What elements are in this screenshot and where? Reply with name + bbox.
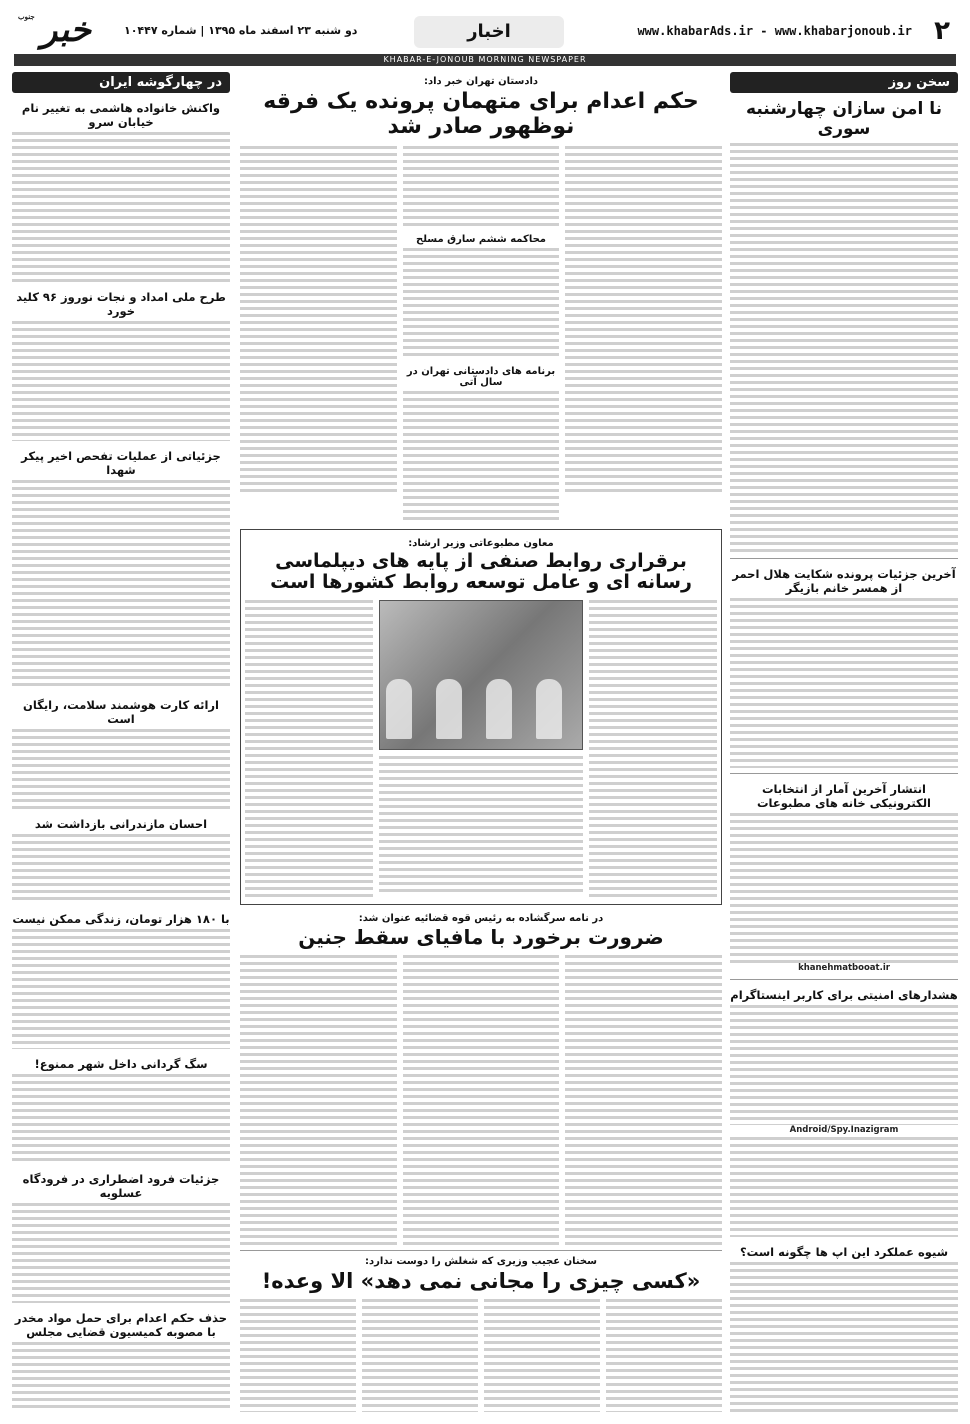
middle-column <box>240 72 722 1412</box>
page-number: ۲ <box>934 16 950 46</box>
news-headline: سگ گردانی داخل شهر ممنوع! <box>34 1057 208 1071</box>
news-body <box>12 834 230 904</box>
meeting-photo <box>379 600 583 750</box>
editorial-body <box>730 143 958 553</box>
top-headline: حکم اعدام برای متهمان پرونده یک فرقه نوظهور صادر شد <box>263 89 699 140</box>
court-body <box>565 955 722 1245</box>
story-link: khanehmatbooat.ir <box>798 963 890 973</box>
news-headline: واکنش خانواده هاشمی به تغییر نام خیابان سرو <box>21 101 221 129</box>
story-note: Android/Spy.Inazigram <box>789 1125 899 1136</box>
top-story-body <box>240 146 397 496</box>
provinces-box-title: در چهارگوشه ایران <box>12 72 230 93</box>
logo-sub: جنوب <box>18 12 35 21</box>
bottom-body <box>606 1299 722 1412</box>
story-body <box>730 598 958 768</box>
court-kicker: در نامه سرگشاده به رئیس قوه قضائیه عنوان شد: <box>358 913 604 925</box>
word-of-day-box-title: سخن روز <box>730 72 958 93</box>
news-headline: حذف حکم اعدام برای حمل مواد مخدر با مصوبه کمیسیون قضایی مجلس <box>14 1311 228 1339</box>
story-subhead: شیوه عملکرد این اپ ها چگونه است؟ <box>740 1244 948 1259</box>
story-body <box>730 1262 958 1412</box>
box-headline: برقراری روابط صنفی از پایه های دیپلماسی رسانه ای و عامل توسعه روابط کشورها است <box>270 549 692 594</box>
top-story-body <box>403 391 560 521</box>
news-headline: با ۱۸۰ هزار تومان، زندگی ممکن نیست <box>12 912 230 926</box>
top-story-body <box>403 248 560 358</box>
news-headline: طرح ملی امداد و نجات نوروز ۹۶ کلید خورد <box>16 290 226 318</box>
news-body <box>12 480 230 690</box>
bottom-kicker: سخنان عجیب وزیری که شغلش را دوست ندارد: <box>365 1256 597 1268</box>
story-body <box>730 813 958 963</box>
news-body <box>12 1342 230 1412</box>
news-body <box>12 132 230 282</box>
news-body <box>12 321 230 441</box>
bottom-body <box>484 1299 600 1412</box>
news-body <box>12 729 230 809</box>
box-body <box>589 600 717 900</box>
story-headline: هشدارهای امنیتی برای کاربر اینستاگرام <box>730 988 958 1003</box>
logo <box>16 10 116 54</box>
top-story-body <box>565 146 722 496</box>
news-body <box>12 1074 230 1164</box>
news-headline: جزئیاتی از عملیات تفحص اخیر پیکر شهدا <box>21 449 221 477</box>
section-title: اخبار <box>414 16 564 48</box>
site-url: www.khabarAds.ir - www.khabarjonoub.ir <box>637 24 912 38</box>
story-headline: انتشار آخرین آمار از انتخابات الکترونیکی خانه های مطبوعات <box>757 782 931 810</box>
editorial-headline: نا امن سازان چهارشنبه سوری <box>746 99 942 139</box>
news-headline: ارائه کارت هوشمند سلامت، رایگان است <box>23 698 219 726</box>
dateline: دو شنبه ۲۳ اسفند ماه ۱۳۹۵ | شماره ۱۰۴۴۷ <box>124 24 358 37</box>
bottom-body <box>240 1299 356 1412</box>
box-body <box>245 600 373 900</box>
story-body <box>730 1137 958 1237</box>
news-headline: احسان مازندرانی بازداشت شد <box>34 817 208 831</box>
bottom-body <box>362 1299 478 1412</box>
top-subhead: محاکمه ششم سارق مسلح <box>416 233 546 245</box>
logo-text: خبر <box>40 10 92 50</box>
news-body <box>12 929 230 1049</box>
ministry-box <box>240 529 722 906</box>
story-headline: آخرین جزئیات پرونده شکایت هلال احمر از همسر خانم بازیگر <box>732 567 956 595</box>
top-subhead: برنامه های دادستانی تهران در سال آتی <box>406 365 556 388</box>
banner: KHABAR-E-JONOUB MORNING NEWSPAPER <box>14 54 956 66</box>
court-headline: ضرورت برخورد با مافیای سقط جنین <box>298 925 664 950</box>
court-body <box>240 955 397 1245</box>
box-body <box>379 756 583 896</box>
story-body <box>730 1005 958 1125</box>
box-kicker: معاون مطبوعاتی وزیر ارشاد: <box>408 537 554 549</box>
news-headline: جزئیات فرود اضطراری در فرودگاه عسلویه <box>22 1172 220 1200</box>
news-body <box>12 1203 230 1303</box>
left-column <box>12 72 230 1412</box>
top-kicker: دادستان تهران خبر داد: <box>423 76 539 87</box>
bottom-headline: «کسی چیزی را مجانی نمی دهد» الا وعده! <box>261 1269 701 1294</box>
right-column <box>730 72 958 1412</box>
top-story-body <box>403 146 560 226</box>
court-body <box>403 955 560 1245</box>
